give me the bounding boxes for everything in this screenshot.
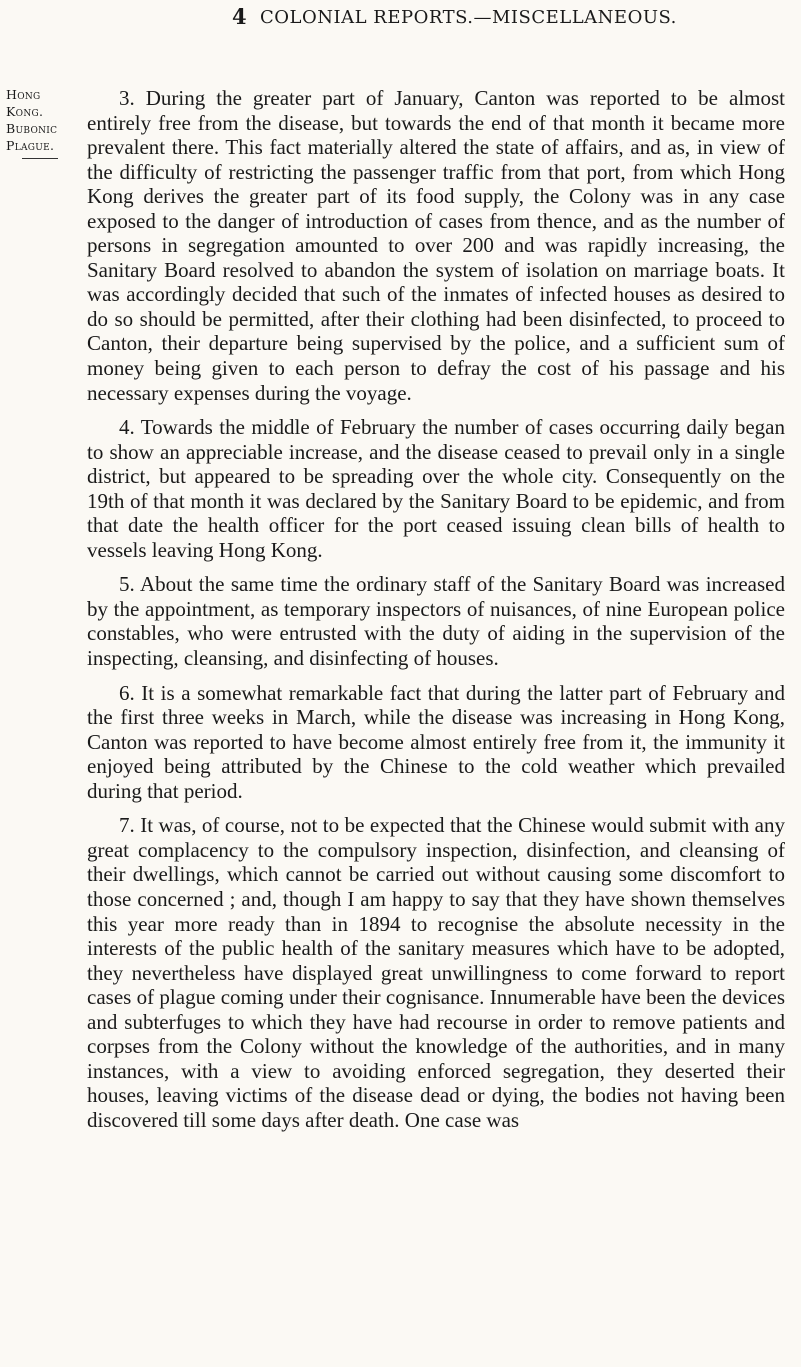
sidenote-rule (22, 158, 58, 159)
page-header (0, 4, 801, 38)
paragraph-3: 3. During the greater part of January, Canton was reported to be almost entirely free from the disease, but towards the end of that month it became more prevalent there. This fact materially altered the state of affairs, and as, in view of the difficulty of restricting the passenger traffic from that port, from which Hong Kong derives the greater part of its food supply, the Colony was in any case exposed to the danger of introduction of cases from thence, and as the number of persons in segregation amounted to over 200 and was rapidly increasing, the Sanitary Board resolved to abandon the system of isolation on marriage boats. It was accordingly decided that such of the inmates of infected houses as desired to do so should be permitted, after their clothing had been disinfected, to proceed to Canton, their departure being supervised by the police, and a sufficient sum of money being given to each person to defray the cost of his passage and his necessary expenses during the voyage. (87, 86, 785, 405)
paragraph-5: 5. About the same time the ordinary staff of the Sanitary Board was increased by the appointment, as temporary inspectors of nuisances, of nine European police constables, who were entrusted with the duty of aiding in the supervision of the inspecting, cleansing, and disinfecting of houses. (87, 572, 785, 671)
running-title: COLONIAL REPORTS.—MISCELLANEOUS. (260, 7, 677, 28)
sidenote-subject-line2: Plague. (6, 138, 55, 153)
margin-sidenote (6, 86, 76, 159)
page-number: 4 (232, 4, 247, 29)
paragraph-4: 4. Towards the middle of February the number of cases occurring daily began to show an appreciable increase, and the disease ceased to prevail only in a single district, but appeared to be spreading over the whole city. Consequently on the 19th of that month it was declared by the Sanitary Board to be epidemic, and from that date the health officer for the port ceased issuing clean bills of health to vessels leaving Hong Kong. (87, 415, 785, 562)
paragraph-7: 7. It was, of course, not to be expected that the Chinese would submit with any great complacency to the compulsory inspection, disinfection, and cleansing of their dwellings, which cannot be carried out without causing some discomfort to those concerned ; and, though I am happy to say that they have shown themselves this year more ready than in 1894 to recognise the absolute necessity in the interests of the public health of the sanitary measures which have to be adopted, they nevertheless have displayed great unwillingness to come forward to report cases of plague coming under their cognisance. Innumerable have been the devices and subterfuges to which they have had recourse in order to remove patients and corpses from the Colony without the knowledge of the authorities, and in many instances, with a view to avoiding enforced segregation, they deserted their houses, leaving victims of the disease dead or dying, the bodies not having been discovered till some days after death. One case was (87, 813, 785, 1132)
sidenote-subject-line1: Bubonic (6, 121, 58, 136)
body-text (87, 86, 785, 1142)
paragraph-6: 6. It is a somewhat remarkable fact that during the latter part of February and the first three weeks in March, while the disease was increasing in Hong Kong, Canton was reported to have become almost entirely free from it, the immunity it enjoyed being attributed by the Chinese to the cold weather which prevailed during that period. (87, 680, 785, 803)
sidenote-location: Hong Kong. (6, 87, 44, 119)
